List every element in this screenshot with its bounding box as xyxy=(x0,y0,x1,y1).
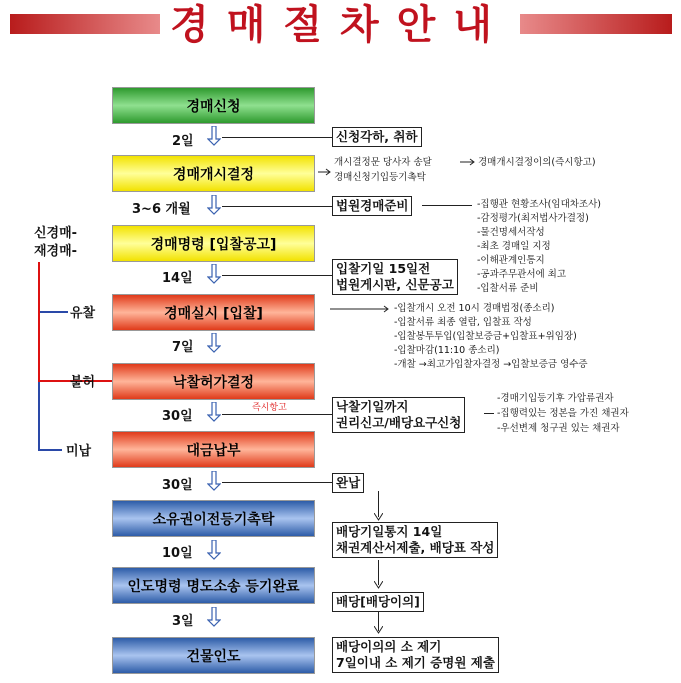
note-kaesi-2: 경매신청기입등기촉탁 xyxy=(334,172,426,183)
connector-line xyxy=(222,482,332,483)
down-arrow-icon xyxy=(207,607,221,627)
bracket-line xyxy=(38,262,40,382)
note-prep: -집행관 현황조사(임대차조사) xyxy=(477,199,601,210)
right-arrow-icon xyxy=(460,158,476,166)
down-arrow-icon xyxy=(207,333,221,353)
note-auction: -입찰봉투투입(입찰보증금+입찰표+위임장) xyxy=(394,331,577,342)
duration-label: 7일 xyxy=(172,340,194,355)
note-prep: -공과주무관서에 최고 xyxy=(477,269,567,280)
info-box-dismissal: 신청각하, 취하 xyxy=(332,127,422,147)
note-creditor: -경매기입등기후 가압류권자 xyxy=(497,393,614,404)
step-ownership-registration: 소유권이전등기촉탁 xyxy=(112,500,315,537)
box-line: 낙찰기일까지 xyxy=(336,399,409,414)
note-prep: -이해관계인통지 xyxy=(477,255,545,266)
box-line: 채권계산서제출, 배당표 작성 xyxy=(336,540,495,555)
box-line: 배당이의의 소 제기 xyxy=(336,639,442,654)
step-auction-application: 경매신청 xyxy=(112,87,315,124)
note-prep: -입찰서류 준비 xyxy=(477,283,539,294)
note-auction: -입찰서류 최종 열람, 입찰표 작성 xyxy=(394,317,532,328)
info-box-distribution-notice xyxy=(332,522,498,558)
note-auction: -입찰마감(11:10 종소리) xyxy=(394,345,500,356)
step-building-delivery: 건물인도 xyxy=(112,637,315,674)
step-auction-start-decision: 경매개시결정 xyxy=(112,155,315,192)
connector-line xyxy=(222,206,332,207)
arrowhead-icon xyxy=(374,626,383,634)
duration-label: 14일 xyxy=(162,271,193,286)
right-arrow-icon xyxy=(330,305,390,313)
note-creditor: -우선변제 청구권 있는 채권자 xyxy=(497,423,620,434)
down-arrow-icon xyxy=(207,402,221,422)
side-label-re-auction: 재경매- xyxy=(34,244,78,259)
down-arrow-icon xyxy=(207,126,221,146)
note-kaesi-result: 경매개시결정이의(즉시항고) xyxy=(478,157,596,168)
side-label-unpaid: 미납 xyxy=(66,444,92,459)
connector-line xyxy=(422,205,472,206)
duration-label: 2일 xyxy=(172,134,194,149)
duration-label: 3~6 개월 xyxy=(132,202,191,217)
right-arrow-icon xyxy=(318,168,332,176)
duration-label: 3일 xyxy=(172,614,194,629)
note-creditor: -집행력있는 정본을 가진 채권자 xyxy=(497,408,629,419)
title-bar-left xyxy=(10,14,160,34)
step-auction-order: 경매명령 [입찰공고] xyxy=(112,225,315,262)
info-box-full-payment: 완납 xyxy=(332,473,364,493)
info-box-court-prep: 법원경매준비 xyxy=(332,196,412,216)
duration-label: 30일 xyxy=(162,478,193,493)
down-arrow-icon xyxy=(207,195,221,215)
note-auction: -개찰 →최고가입찰자결정 →입찰보증금 영수증 xyxy=(394,359,588,370)
arrowhead-icon xyxy=(374,581,383,589)
step-delivery-order: 인도명령 명도소송 등기완료 xyxy=(112,567,315,604)
box-line: 입찰기일 15일전 xyxy=(336,261,431,276)
note-kaesi-1: 개시결정문 당사자 송달 xyxy=(334,157,432,168)
bracket-line xyxy=(40,311,68,313)
arrowhead-icon xyxy=(374,513,383,521)
side-label-new-auction: 신경매- xyxy=(34,226,78,241)
connector-line xyxy=(222,275,332,276)
bracket-line xyxy=(38,449,62,451)
connector-line xyxy=(484,413,494,414)
note-prep: -최초 경매일 지정 xyxy=(477,241,551,252)
box-line: 배당기일통지 14일 xyxy=(336,524,443,539)
title-bar-right xyxy=(520,14,672,34)
box-line: 7일이내 소 제기 증명원 제출 xyxy=(336,655,495,670)
note-auction: -입찰개시 오전 10시 경매법정(종소리) xyxy=(394,303,555,314)
side-label-rejected: 불허 xyxy=(70,375,96,390)
side-label-no-bid: 유찰 xyxy=(70,306,96,321)
step-auction-execution: 경매실시 [입찰] xyxy=(112,294,315,331)
info-box-rights-report xyxy=(332,397,465,433)
note-prep: -감정평가(최저법사가결정) xyxy=(477,213,589,224)
step-sale-permission: 낙찰허가결정 xyxy=(112,363,315,400)
info-box-announcement xyxy=(332,259,458,295)
down-arrow-icon xyxy=(207,264,221,284)
page-title: 경매절차안내 xyxy=(170,2,510,48)
note-immediate-appeal: 즉시항고 xyxy=(252,403,287,413)
note-prep: -물건명세서작성 xyxy=(477,227,545,238)
info-box-objection-suit xyxy=(332,637,499,673)
box-line: 법원게시판, 신문공고 xyxy=(336,277,454,292)
duration-label: 10일 xyxy=(162,546,193,561)
step-payment: 대금납부 xyxy=(112,431,315,468)
down-arrow-icon xyxy=(207,471,221,491)
info-box-distribution: 배당[배당이의] xyxy=(332,592,424,612)
connector-line xyxy=(222,137,332,138)
down-arrow-icon xyxy=(207,540,221,560)
duration-label: 30일 xyxy=(162,409,193,424)
box-line: 권리신고/배당요구신청 xyxy=(336,415,462,430)
